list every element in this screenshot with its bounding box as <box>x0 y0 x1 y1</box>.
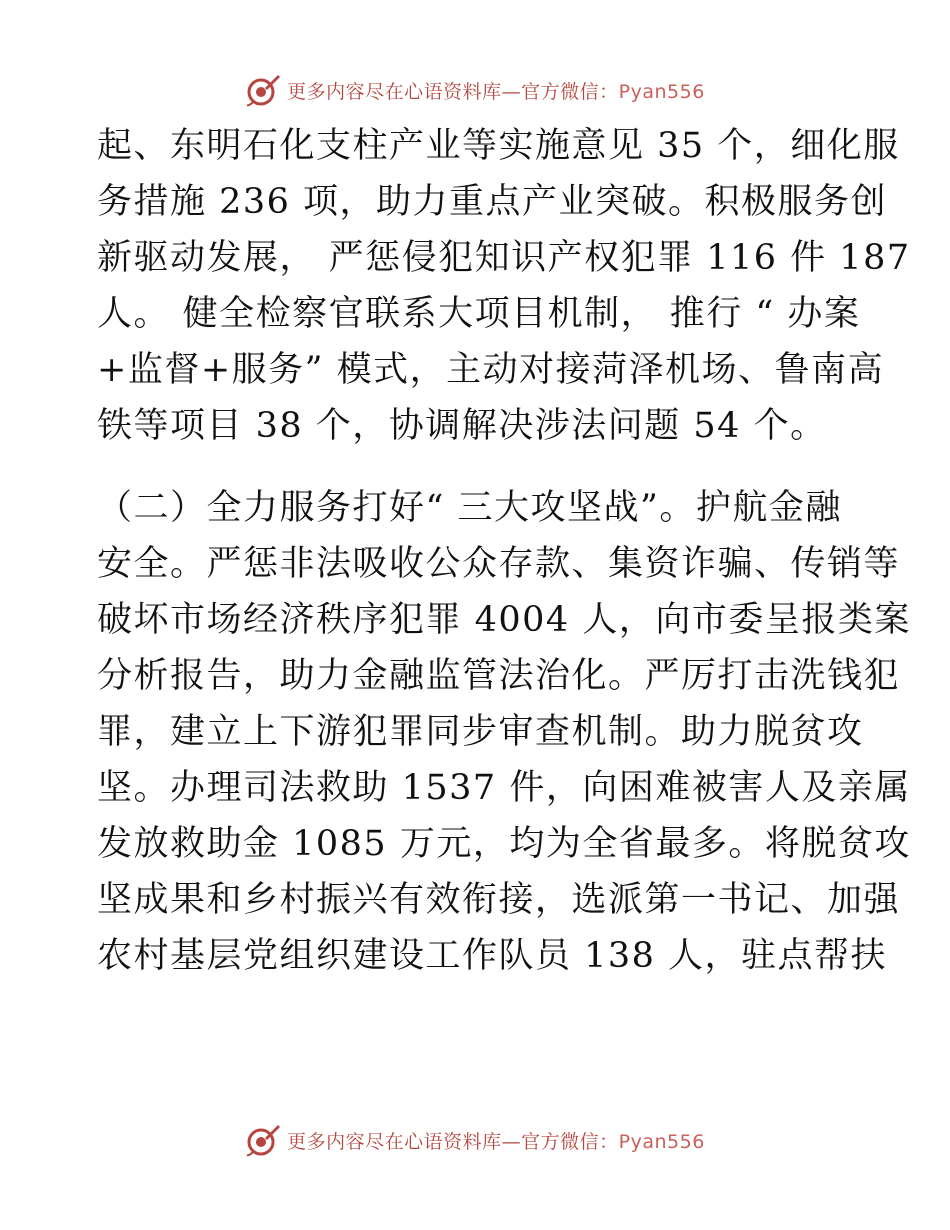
footer-watermark <box>0 1120 950 1160</box>
text-line: 发放救助金 1085 万元，均为全省最多。将脱贫攻 <box>97 824 911 864</box>
text-line: 农村基层党组织建设工作队员 138 人，驻点帮扶 <box>97 936 888 976</box>
brush-logo-icon <box>245 1122 281 1158</box>
document-body <box>97 118 911 984</box>
text-line: +监督+服务” 模式，主动对接菏泽机场、鲁南高 <box>97 350 885 390</box>
watermark-text <box>287 77 705 104</box>
text-line: （二）全力服务打好“ 三大攻坚战”。护航金融 <box>97 488 842 528</box>
watermark-label: 更多内容尽在心语资料库—官方微信： <box>287 80 619 103</box>
text-line: 务措施 236 项，助力重点产业突破。积极服务创 <box>97 182 888 222</box>
watermark-text <box>287 1127 705 1154</box>
text-line: 分析报告，助力金融监管法治化。严厉打击洗钱犯 <box>97 656 901 696</box>
watermark-wechat-handle: Pyan556 <box>618 1130 705 1153</box>
watermark-wechat-handle: Pyan556 <box>618 80 705 103</box>
text-line: 安全。严惩非法吸收公众存款、集资诈骗、传销等 <box>97 544 901 584</box>
paragraph-service-development <box>97 118 911 454</box>
text-line: 罪，建立上下游犯罪同步审查机制。助力脱贫攻 <box>97 712 864 752</box>
text-line: 坚。办理司法救助 1537 件，向困难被害人及亲属 <box>97 768 911 808</box>
paragraph-three-battles <box>97 480 911 984</box>
brush-logo-icon <box>245 72 281 108</box>
text-line: 人。 健全检察官联系大项目机制， 推行 “ 办案 <box>97 294 861 334</box>
text-line: 起、东明石化支柱产业等实施意见 35 个，细化服 <box>97 126 900 166</box>
text-line: 坚成果和乡村振兴有效衔接，选派第一书记、加强 <box>97 880 901 920</box>
header-watermark <box>0 70 950 110</box>
watermark-label: 更多内容尽在心语资料库—官方微信： <box>287 1130 619 1153</box>
text-line: 新驱动发展， 严惩侵犯知识产权犯罪 116 件 187 <box>97 238 911 278</box>
text-line: 铁等项目 38 个，协调解决涉法问题 54 个。 <box>97 406 827 446</box>
text-line: 破坏市场经济秩序犯罪 4004 人，向市委呈报类案 <box>97 600 911 640</box>
